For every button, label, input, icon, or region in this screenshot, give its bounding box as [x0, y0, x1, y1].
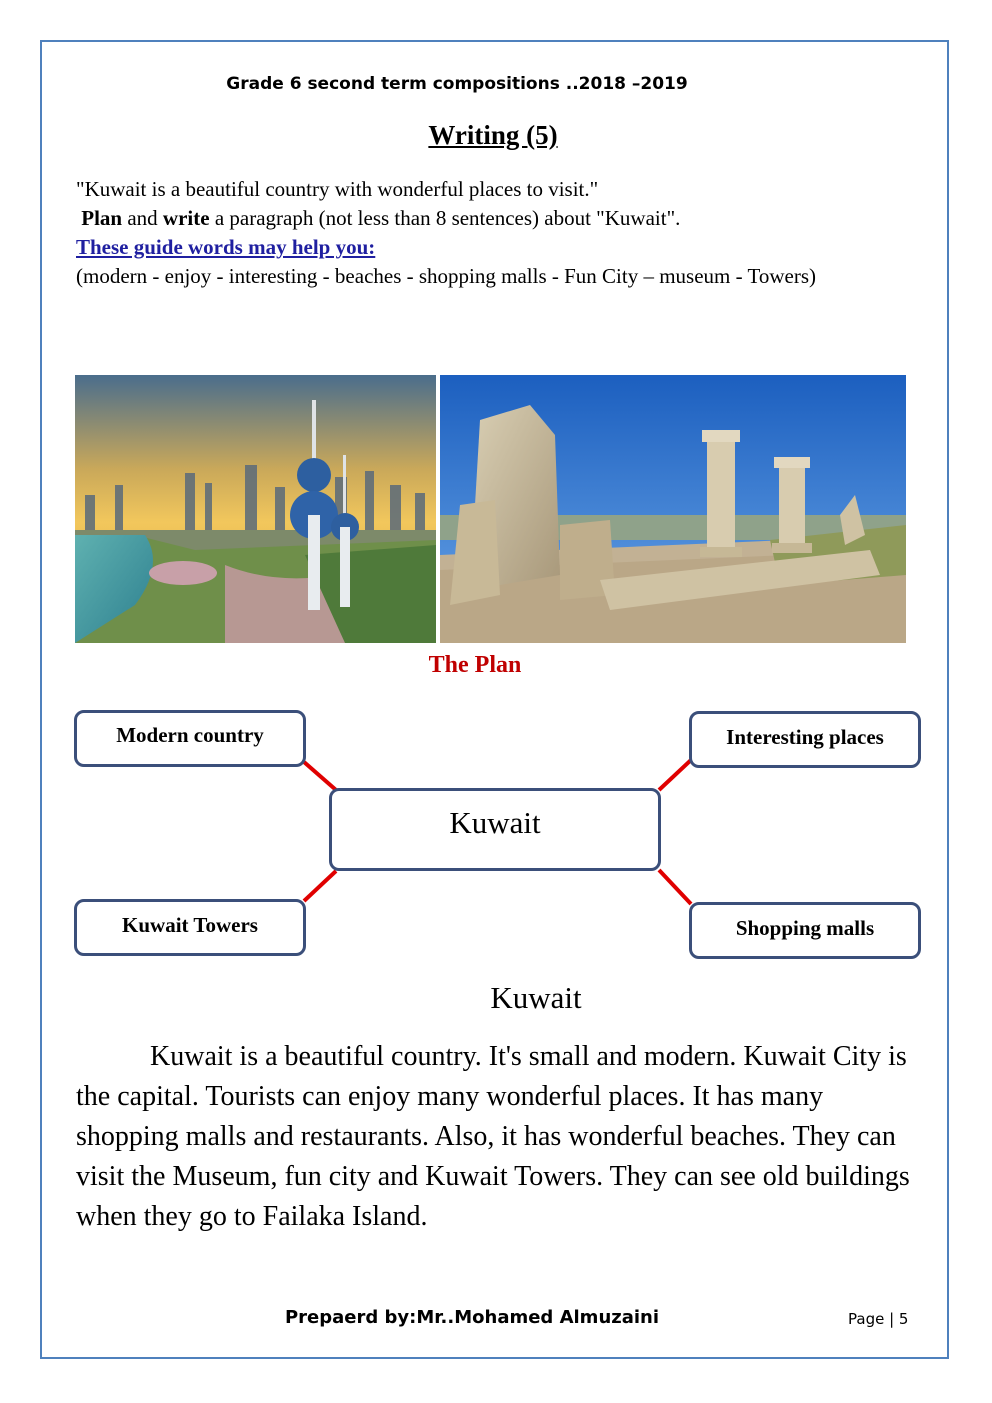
instruction-and-word: and — [122, 206, 163, 230]
mind-map-interesting-places: Interesting places — [689, 711, 921, 768]
mind-map-center: Kuwait — [329, 788, 661, 871]
instruction-rest: a paragraph (not less than 8 sentences) about "Kuwait". — [209, 206, 681, 230]
task-quote: "Kuwait is a beautiful country with wonderful places to visit." — [76, 177, 599, 201]
instruction-write-word: write — [162, 206, 210, 230]
header-course-line: Grade 6 second term compositions ..2018 –2019 — [226, 74, 688, 94]
footer-page-number: Page | 5 — [848, 1310, 909, 1328]
mind-map-shopping-malls: Shopping malls — [689, 902, 921, 959]
writing-title: Writing (5) — [428, 120, 558, 150]
footer-credit: Prepaerd by:Mr..Mohamed Almuzaini — [284, 1307, 660, 1328]
mind-map-kuwait-towers: Kuwait Towers — [74, 899, 306, 956]
guide-words: (modern - enjoy - interesting - beaches - shopping malls - Fun City – museum - Towers) — [76, 264, 817, 288]
kuwait-towers-photo — [75, 375, 436, 643]
guide-heading: These guide words may help you: — [76, 235, 376, 259]
plan-title: The Plan — [428, 652, 522, 678]
task-instruction — [76, 204, 916, 233]
failaka-ruins-photo — [440, 375, 906, 643]
essay-paragraph: Kuwait is a beautiful country. It's small and modern. Kuwait City is the capital. Tourists can enjoy many wonderful places. It has many shopping malls and restaurants. Also, it has wonderful beaches. They can visit the Museum, fun city and Kuwait Towers. They can see old buildings when they go to Failaka Island. — [76, 1041, 910, 1232]
instruction-plan-word: Plan — [81, 206, 123, 230]
mind-map-modern-country: Modern country — [74, 710, 306, 767]
essay-title: Kuwait — [490, 980, 582, 1015]
